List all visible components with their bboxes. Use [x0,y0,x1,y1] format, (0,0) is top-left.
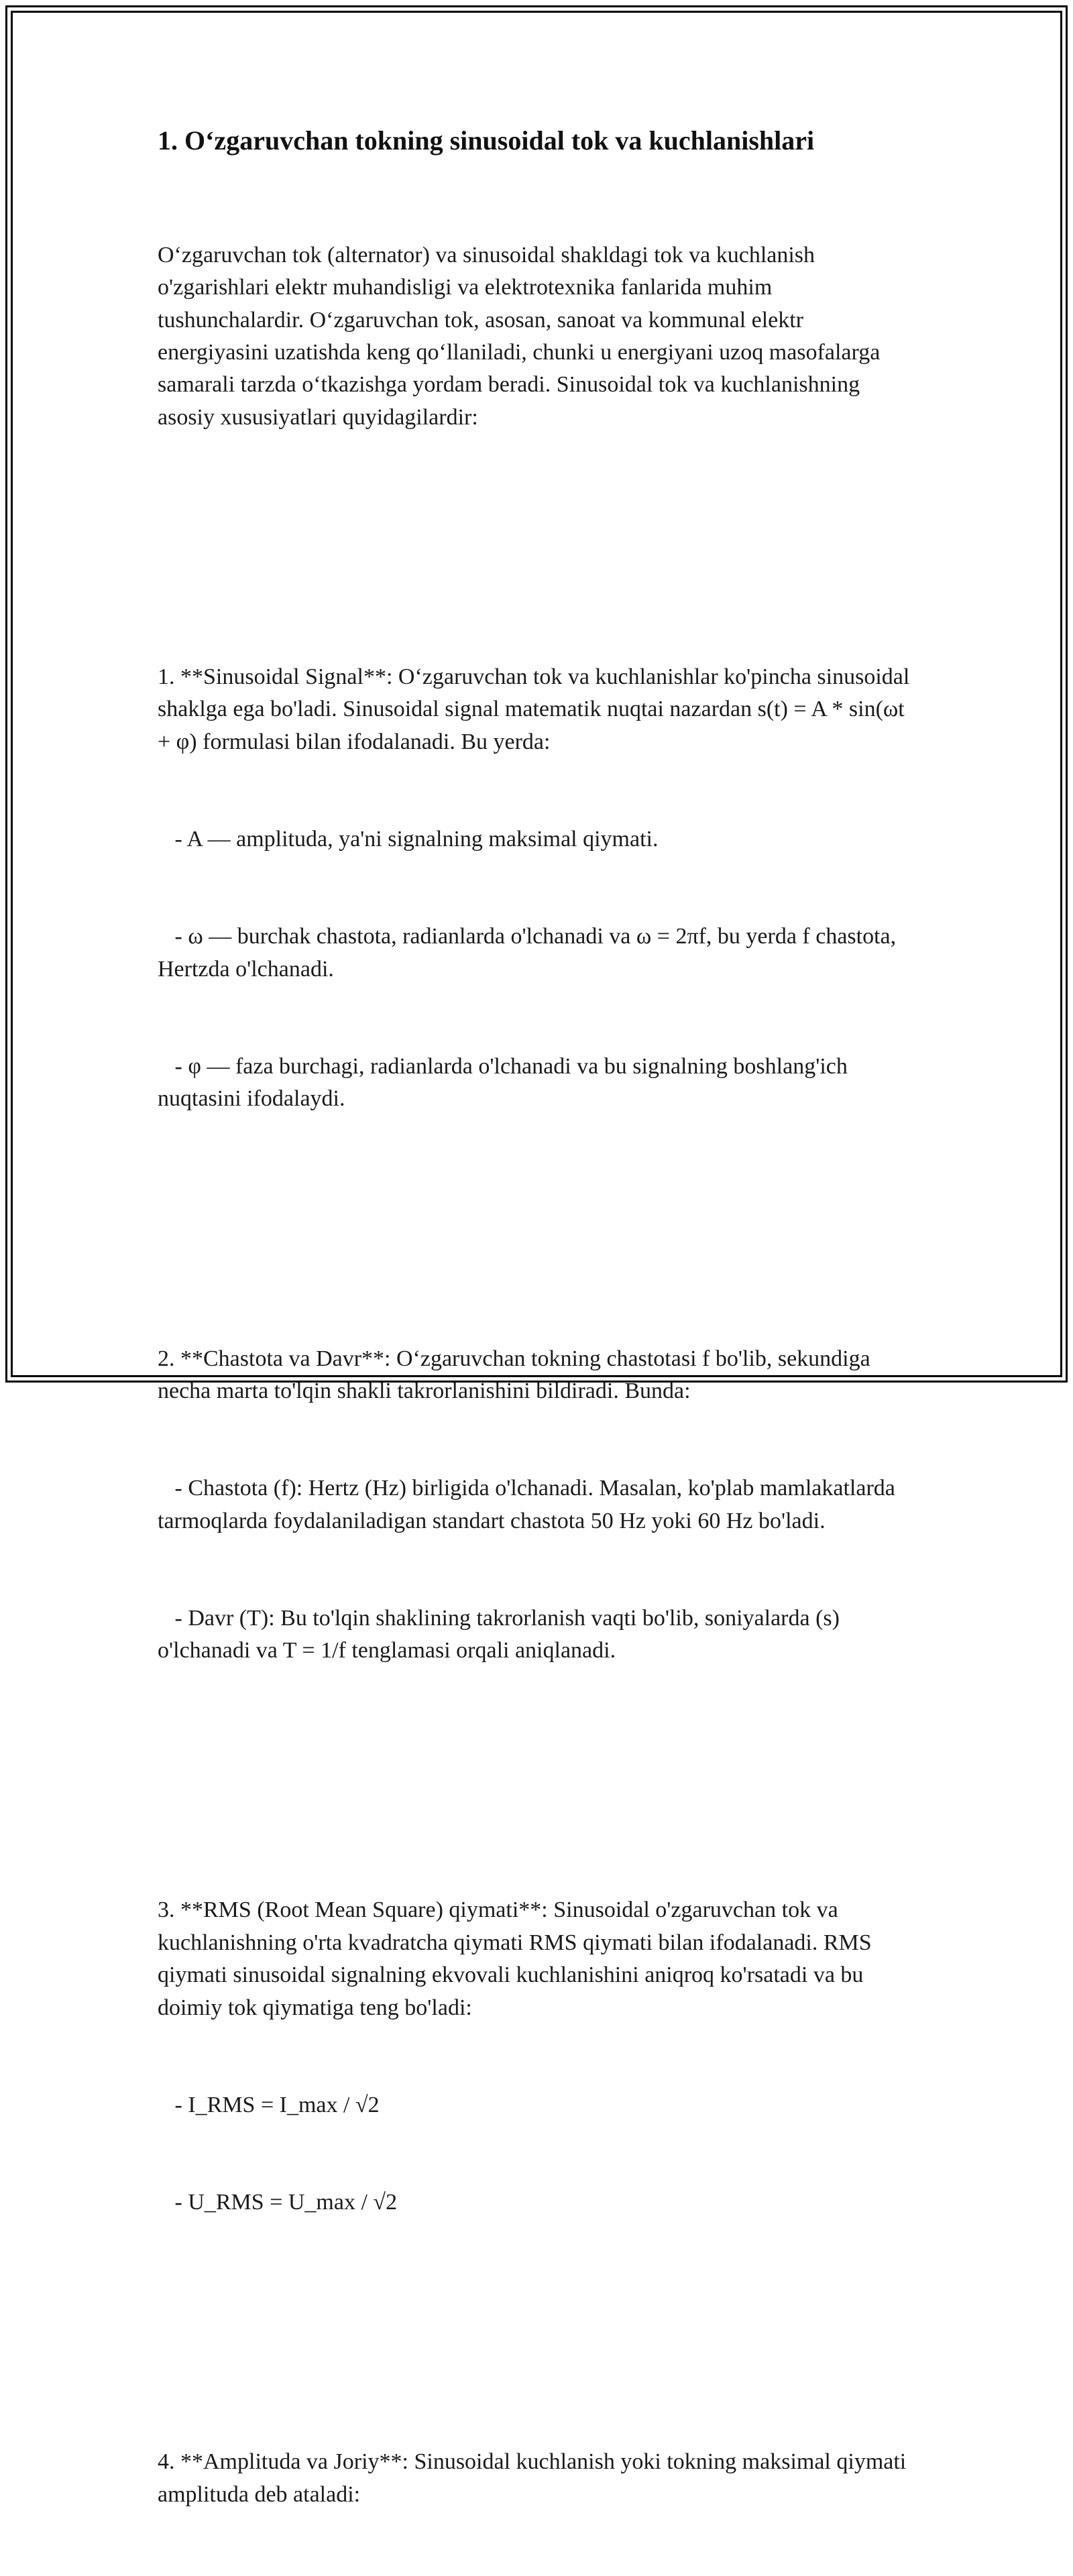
intro-paragraph: O‘zgaruvchan tok (alternator) va sinusoidal shakldagi tok va kuchlanish o'zgarishlari elektr muhandisligi va elektrotexnika fanlarida muhim tushunchalardir. O‘zgaruvchan tok, asosan, sanoat va kommunal elektr energiyasini uzatishda keng qo‘llaniladi, chunki u energiyani uzoq masofalarga samarali tarzda o‘tkazishga yordam beradi. Sinusoidal tok va kuchlanishning asosiy xususiyatlari quyidagilardir: [158,242,886,430]
document-title: 1. O‘zgaruvchan tokning sinusoidal tok va kuchlanishlari [158,125,815,156]
paragraph-gap [158,531,915,563]
document-content [158,125,915,2576]
document-body [158,174,915,2576]
section-2-lead: 2. **Chastota va Davr**: O‘zgaruvchan tokning chastotasi f bo'lib, sekundiga necha marta to'lqin shakli takrorlanishini bildiradi. Bunda: [158,1346,877,1403]
section-1-item-amplitude: - A — amplituda, ya'ni signalning maksimal qiymati. [158,827,659,852]
section-4-lead: 4. **Amplituda va Joriy**: Sinusoidal kuchlanish yoki tokning maksimal qiymati amplituda deb ataladi: [158,2449,912,2507]
section-2-item-frequency: - Chastota (f): Hertz (Hz) birligida o'lchanadi. Masalan, ko'plab mamlakatlarda tarmoqlarda foydalaniladigan standart chastota 50 Hz yoki 60 Hz bo'ladi. [158,1476,901,1533]
section-1-item-angular-frequency: - ω — burchak chastota, radianlarda o'lchanadi va ω = 2πf, bu yerda f chastota, Hertzda o'lchanadi. [158,924,902,982]
paragraph-gap [158,1213,915,1245]
section-3-lead: 3. **RMS (Root Mean Square) qiymati**: Sinusoidal o'zgaruvchan tok va kuchlanishning o'rta kvadratcha qiymati RMS qiymati bilan ifodalanadi. RMS qiymati sinusoidal signalning ekvovali kuchlanishini aniqroq ko'rsatadi va bu doimiy tok qiymatiga teng bo'ladi: [158,1897,878,2020]
section-1-lead: 1. **Sinusoidal Signal**: O‘zgaruvchan tok va kuchlanishlar ko'pincha sinusoidal shaklga ega bo'ladi. Sinusoidal signal matematik nuqtai nazardan s(t) = A * sin(ωt + φ) formulasi bilan ifodalanadi. Bu yerda: [158,664,915,754]
section-3-item-u-rms: - U_RMS = U_max / √2 [158,2190,398,2215]
paragraph-gap [158,1765,915,1797]
paragraph-gap [158,2317,915,2349]
section-3-item-i-rms: - I_RMS = I_max / √2 [158,2092,380,2117]
section-2-item-period: - Davr (T): Bu to'lqin shaklining takrorlanish vaqti bo'lib, soniyalarda (s) o'lchanadi va T = 1/f tenglamasi orqali aniqlanadi. [158,1605,846,1663]
section-1-item-phase: - φ — faza burchagi, radianlarda o'lchanadi va bu signalning boshlang'ich nuqtasini ifodalaydi. [158,1053,854,1112]
